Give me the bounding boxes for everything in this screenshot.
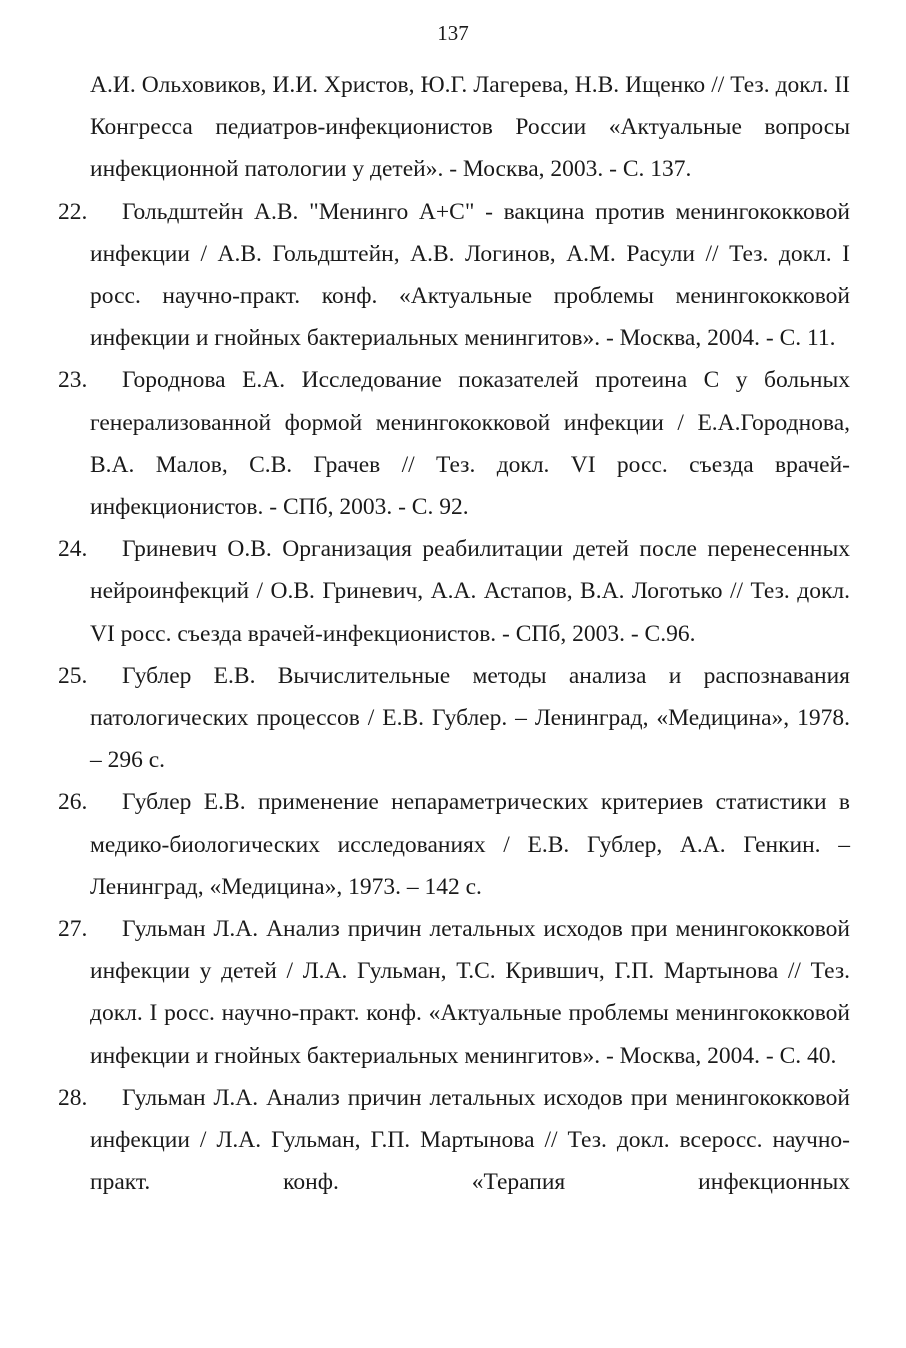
reference-entry-24 — [58, 528, 850, 655]
reference-number: 27. — [58, 916, 88, 943]
reference-text: Городнова Е.А. Исследование показателей протеина С у больных генерализованной формой менингококковой инфекции / Е.А.Городнова, В.А. Малов, С.В. Грачев // Тез. докл. VI росс. съезда врачей-инфекционистов. - СПб, 2003. - С. 92. — [90, 367, 850, 521]
reference-text: Гублер Е.В. применение непараметрических критериев статистики в медико-биологических исследованиях / Е.В. Гублер, А.А. Генкин. – Ленинград, «Медицина», 1973. – 142 с. — [90, 789, 850, 900]
reference-text: Гриневич О.В. Организация реабилитации детей после перенесенных нейроинфекций / О.В. Гриневич, А.А. Астапов, В.А. Логотько // Тез. докл. VI росс. съезда врачей-инфекционистов. - СПб, 2003. - С.96. — [90, 536, 850, 647]
reference-entry-27 — [58, 908, 850, 1077]
reference-text: Гульман Л.А. Анализ причин летальных исходов при менингококковой инфекции / Л.А. Гульман, Г.П. Мартынова // Тез. докл. всеросс. научно-практ. конф. «Терапия инфекционных — [90, 1084, 850, 1196]
reference-number: 23. — [58, 367, 88, 394]
reference-number: 24. — [58, 536, 88, 563]
reference-number: 25. — [58, 662, 88, 689]
reference-text: Гульман Л.А. Анализ причин летальных исходов при менингококковой инфекции у детей / Л.А. Гульман, Т.С. Крившич, Г.П. Мартынова // Тез. докл. I росс. научно-практ. конф. «Актуальные проблемы менингококковой инфекции и гнойных бактериальных менингитов». - Москва, 2004. - С. 40. — [90, 916, 850, 1069]
reference-list — [58, 64, 850, 1203]
reference-number: 28. — [58, 1084, 88, 1111]
reference-entry-23 — [58, 359, 850, 528]
reference-continuation: А.И. Ольховиков, И.И. Христов, Ю.Г. Лагерева, Н.В. Ищенко // Тез. докл. II Конгресса педиатров-инфекционистов России «Актуальные вопросы инфекционной патологии у детей». - Москва, 2003. - С. 137. — [90, 72, 850, 183]
reference-number: 22. — [58, 198, 88, 225]
page-number: 137 — [437, 21, 469, 45]
reference-entry-28 — [58, 1077, 850, 1204]
reference-text: Гублер Е.В. Вычислительные методы анализа и распознавания патологических процессов / Е.В. Гублер. – Ленинград, «Медицина», 1978. – 296 с. — [90, 662, 850, 774]
reference-number: 26. — [58, 789, 88, 816]
reference-entry-26 — [58, 781, 850, 908]
reference-text: Гольдштейн А.В. "Менинго А+С" - вакцина против менингококковой инфекции / А.В. Гольдштейн, А.В. Логинов, А.М. Расули // Тез. докл. I росс. научно-практ. конф. «Актуальные проблемы менингококковой инфекции и гнойных бактериальных менингитов». - Москва, 2004. - С. 11. — [90, 198, 850, 352]
reference-entry-25 — [58, 655, 850, 782]
reference-entry-22 — [58, 191, 850, 360]
